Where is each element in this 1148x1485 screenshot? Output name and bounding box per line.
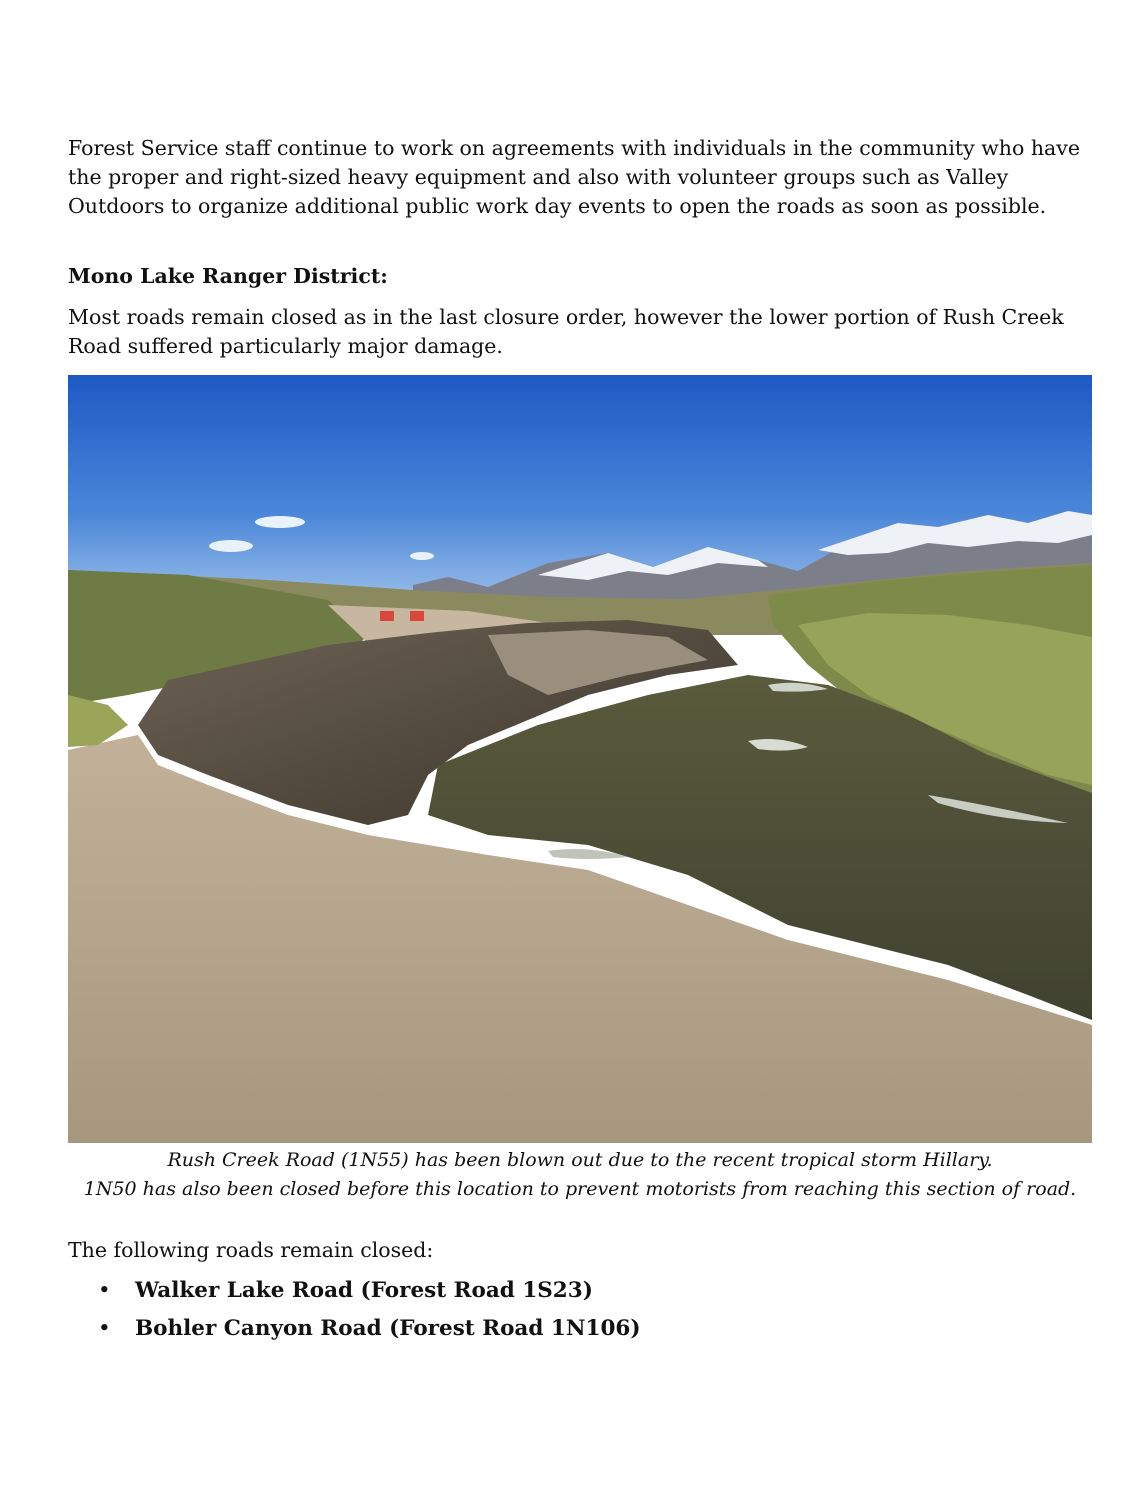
- cloud: [410, 552, 434, 560]
- cloud: [209, 540, 253, 552]
- closed-road-label: Walker Lake Road (Forest Road 1S23): [135, 1278, 593, 1303]
- caption-line-2: 1N50 has also been closed before this location to prevent motorists from reaching this section of road.: [83, 1178, 1077, 1200]
- caption-line-1: Rush Creek Road (1N55) has been blown out due to the recent tropical storm Hillary.: [167, 1149, 993, 1171]
- closed-roads-list: [68, 1276, 641, 1352]
- bullet-icon: •: [98, 1278, 111, 1303]
- closed-road-label: Bohler Canyon Road (Forest Road 1N106): [135, 1316, 641, 1341]
- cloud: [255, 516, 305, 528]
- section-heading: Mono Lake Ranger District:: [68, 264, 388, 288]
- list-item: [68, 1276, 641, 1314]
- photo-caption: [68, 1146, 1092, 1204]
- section-paragraph: Most roads remain closed as in the last closure order, however the lower portion of Rush Creek Road suffered particularly major damage.: [68, 305, 1064, 358]
- closed-roads-intro: The following roads remain closed:: [68, 1238, 434, 1262]
- list-item: [68, 1314, 641, 1352]
- bullet-icon: •: [98, 1316, 111, 1341]
- intro-paragraph: Forest Service staff continue to work on agreements with individuals in the community who have the proper and right-sized heavy equipment and also with volunteer groups such as Valley Outdoors to organize additional public work day events to open the roads as soon as possible.: [68, 136, 1080, 218]
- rush-creek-road-photo: [68, 375, 1092, 1143]
- barricade: [380, 611, 394, 621]
- barricade: [410, 611, 424, 621]
